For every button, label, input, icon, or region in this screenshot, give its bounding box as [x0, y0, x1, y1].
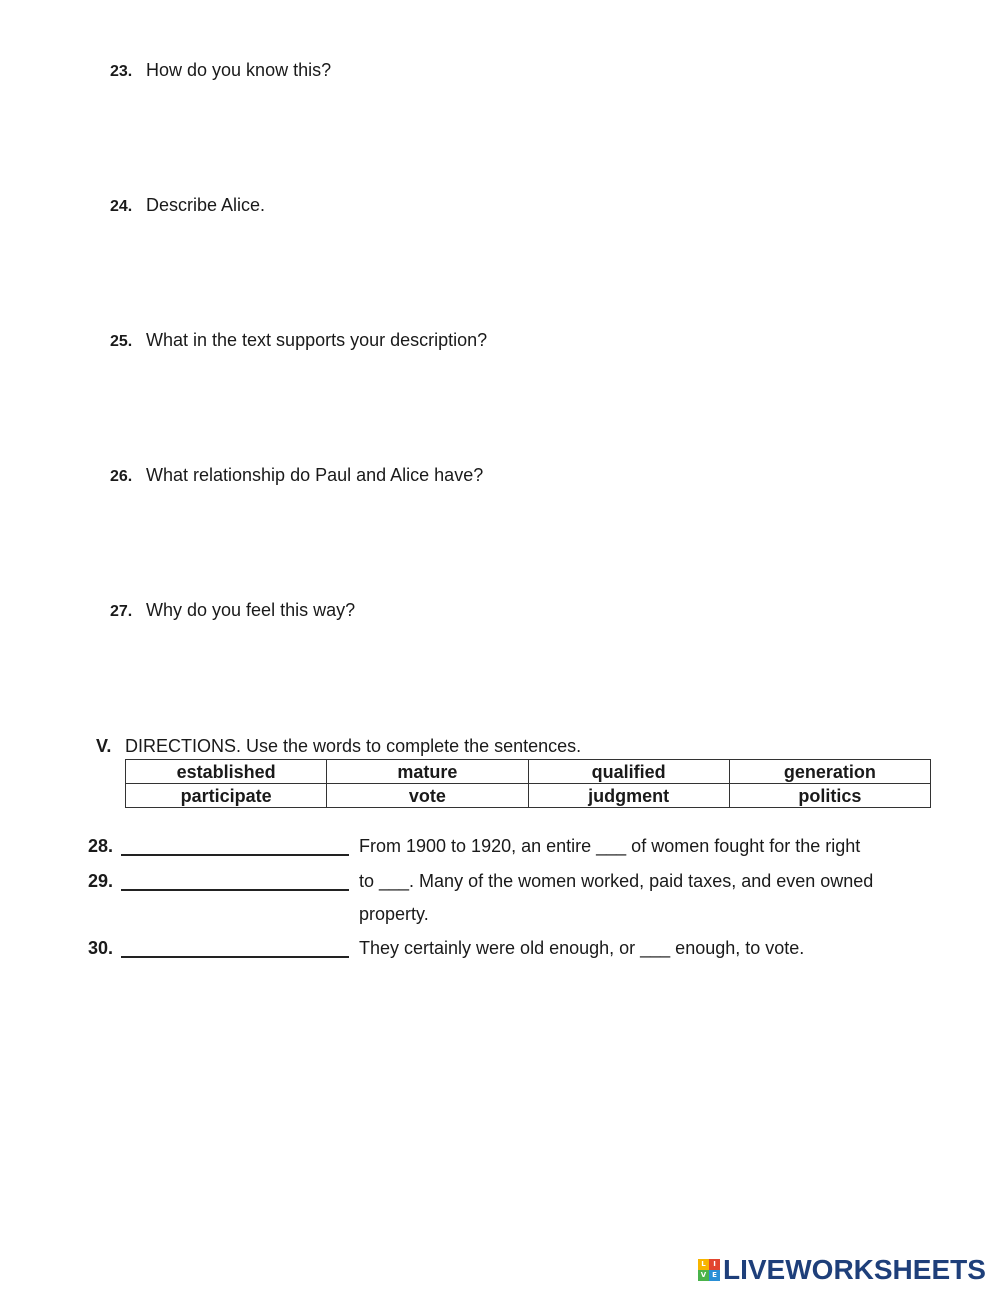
- answer-blank-30[interactable]: [121, 937, 349, 958]
- word-bank-table: [125, 759, 931, 808]
- fill-in-sentence: to ___. Many of the women worked, paid taxes, and even owned: [359, 871, 874, 891]
- liveworksheets-logo-icon: [698, 1259, 720, 1281]
- section-v-heading: [96, 735, 581, 757]
- question-text: Describe Alice.: [146, 195, 266, 215]
- answer-blank-28[interactable]: [121, 835, 349, 856]
- logo-wordmark: LIVEWORKSHEETS: [723, 1254, 986, 1285]
- word-bank-cell: judgment: [528, 784, 729, 808]
- word-bank-cell: politics: [729, 784, 930, 808]
- logo-letter-e: E: [709, 1270, 720, 1281]
- answer-blank-29[interactable]: [121, 870, 349, 891]
- fill-in-sentence: They certainly were old enough, or ___ enough, to vote.: [359, 938, 805, 958]
- word-bank-cell: established: [126, 760, 327, 784]
- fill-in-sentence: From 1900 to 1920, an entire ___ of women fought for the right: [359, 836, 861, 856]
- question-27: [110, 599, 355, 623]
- question-text: Why do you feel this way?: [146, 600, 356, 620]
- fill-in-number: 29.: [88, 871, 114, 891]
- question-text: What in the text supports your description?: [146, 330, 488, 350]
- word-bank-cell: vote: [327, 784, 528, 808]
- liveworksheets-logo: [698, 1254, 986, 1286]
- section-numeral: V.: [96, 736, 112, 756]
- question-number: 27.: [110, 603, 133, 620]
- question-25: [110, 329, 487, 353]
- question-text: What relationship do Paul and Alice have?: [146, 465, 484, 485]
- question-number: 25.: [110, 333, 133, 350]
- fill-in-sentence: property.: [359, 904, 429, 924]
- question-text: How do you know this?: [146, 60, 332, 80]
- logo-letter-i: I: [709, 1259, 720, 1270]
- fill-in-number: 28.: [88, 836, 114, 856]
- question-number: 26.: [110, 468, 133, 485]
- question-number: 24.: [110, 198, 133, 215]
- section-directions: DIRECTIONS. Use the words to complete the sentences.: [125, 736, 582, 756]
- question-24: [110, 194, 265, 218]
- question-number: 23.: [110, 63, 133, 80]
- word-bank-cell: participate: [126, 784, 327, 808]
- word-bank-row: [126, 784, 931, 808]
- word-bank-row: [126, 760, 931, 784]
- logo-letter-v: V: [698, 1270, 709, 1281]
- word-bank-cell: generation: [729, 760, 930, 784]
- question-26: [110, 464, 483, 488]
- logo-letter-l: L: [698, 1259, 709, 1270]
- question-23: [110, 59, 331, 83]
- word-bank-cell: qualified: [528, 760, 729, 784]
- word-bank-cell: mature: [327, 760, 528, 784]
- fill-in-number: 30.: [88, 938, 114, 958]
